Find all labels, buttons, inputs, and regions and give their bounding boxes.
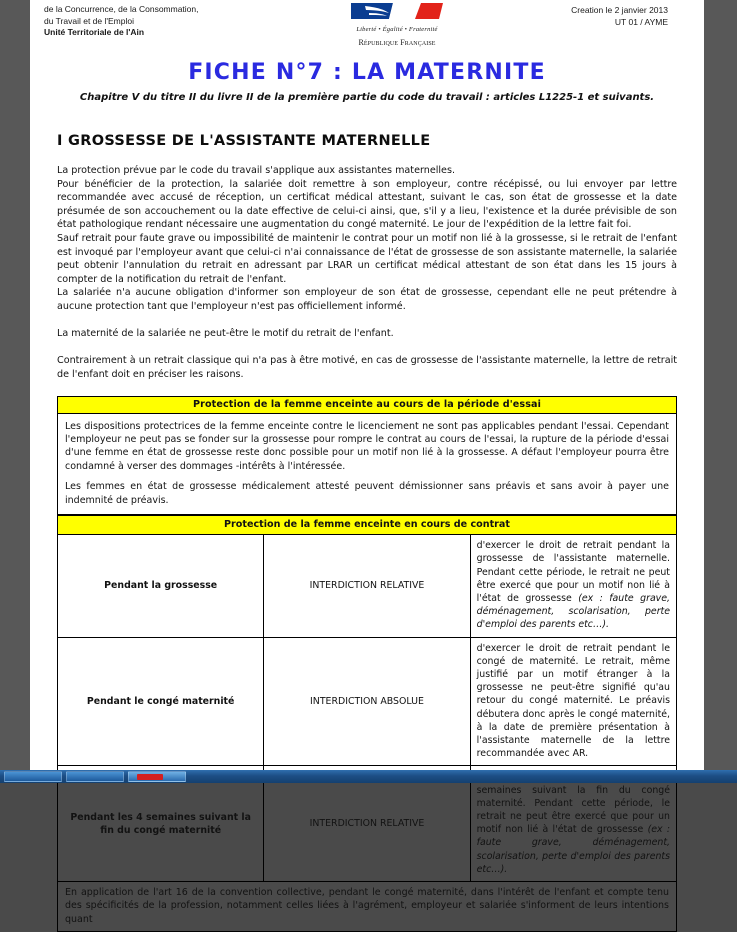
cell-description (470, 766, 676, 882)
header-reference-code: UT 01 / AYME (614, 17, 668, 27)
table-protection-cours-contrat (57, 515, 677, 932)
french-flag-icon (349, 2, 445, 24)
section-heading-grossesse: I GROSSESSE DE L'ASSISTANTE MATERNELLE (57, 133, 431, 149)
box-essai-paragraph-2 (58, 480, 676, 514)
document-title: FICHE N°7 : LA MATERNITE (188, 60, 546, 85)
paragraph-spacer (57, 341, 677, 355)
table-row (58, 766, 677, 882)
box-protection-periode-essai (57, 396, 677, 515)
box-essai-text-2: Les femmes en état de grossesse médicalement attesté peuvent démissionner sans préavis et sans avoir à payer une indemnité de préavis. (65, 481, 669, 506)
body-text-block (57, 164, 677, 382)
document-page (30, 0, 704, 925)
windows-taskbar[interactable] (0, 770, 737, 783)
cell-period: Pendant la grossesse (58, 535, 264, 637)
table-footer-row (58, 882, 677, 932)
viewer-gutter-left (0, 0, 30, 770)
table-row (58, 535, 677, 637)
body-paragraph-4: La salariée n'a aucune obligation d'informer son employeur de son état de grossesse, cependant elle ne peut prétendre à aucune protection tant que l'employeur n'est pas officiellement informé. (57, 287, 677, 312)
viewer-gutter-right (704, 0, 737, 770)
cell-description-main: d'exercer le droit de retrait pendant le congé de maternité. Le retrait, même justifié par un motif étranger à la grossesse ne peut-être signifié qu'au retour du congé maternité. Le préavis débutera donc après le congé maternité, à la date de première présentation à l'assistante maternelle de la lettre recommandée avec AR. (476, 642, 670, 760)
box-essai-text-1: Les dispositions protectrices de la femme enceinte contre le licenciement ne sont pas applicables pendant l'essai. Cependant l'employeur ne peut pas se fonder sur la grossesse pour rompre le contrat au cours de l'essai, la rupture de la période d'essai d'une femme en état de grossesse reste donc possible pour un motif non lié à la grossesse. A défaut l'employeur pourra être condamné à verser des dommages -intérêts à l'intéressée. (65, 420, 669, 472)
cell-description (470, 535, 676, 637)
table-contrat-header: Protection de la femme enceinte en cours de contrat (58, 515, 677, 534)
body-paragraph-2: Pour bénéficier de la protection, la salariée doit remettre à son employeur, contre récépissé, ou lui envoyer par lettre recommandée avec accusé de réception, un certificat médical attestant, suivant le cas, son état de grossesse et la date présumée de son accouchement ou la date effective de celui-ci ainsi, que, s'il y a lieu, l'existence et la durée prévisible de son état pathologique rendant nécessaire une augmentation du congé maternité. Le jour de l'expédition de la lettre fait foi. (57, 178, 677, 231)
cell-interdiction-type: INTERDICTION RELATIVE (264, 766, 470, 882)
header-metadata-block (500, 4, 690, 28)
taskbar-button-2[interactable] (66, 771, 124, 782)
header-organisation-block (44, 4, 294, 39)
body-paragraph-3: Sauf retrait pour faute grave ou impossibilité de maintenir le contrat pour un motif non lié à la grossesse, si le retrait de l'enfant est invoqué par l'employeur avant que celui-ci n'ai connaissance de l'état de grossesse de son assistante maternelle, la salariée peut obtenir l'annulation du retrait en adressant par LRAR un certificat médical attestant de son état dans les 15 jours à compter de la notification du retrait de l'enfant. (57, 232, 677, 285)
header-org-line-2: du Travail et de l'Emploi (44, 15, 134, 26)
cell-period: Pendant les 4 semaines suivant la fin du congé maternité (58, 766, 264, 882)
document-subtitle: Chapitre V du titre II du livre II de la première partie du code du travail : articles L1225-1 et suivants. (79, 92, 655, 103)
document-header (44, 4, 690, 52)
body-paragraph-1: La protection prévue par le code du travail s'applique aux assistantes maternelles. (57, 165, 456, 176)
paragraph-spacer (57, 314, 677, 328)
logo-republique-label: République Française (358, 37, 436, 47)
cell-description-main: semaines suivant la fin du congé maternité. Pendant cette période, le retrait ne peut être exercé que pour un motif non lié à l'état de grossesse (476, 784, 670, 836)
republique-francaise-logo (327, 2, 467, 48)
table-contrat-footer: En application de l'art 16 de la convention collective, pendant le congé maternité, dans l'intérêt de l'enfant et compte tenu des spécificités de la profession, notamment celles liées à l'agrément, employeur et salariée s'informent de leurs intentions quant (58, 882, 677, 932)
cell-interdiction-type: INTERDICTION RELATIVE (264, 535, 470, 637)
cell-description-examples: (ex : faute grave, déménagement, scolarisation, perte d'emploi des parents etc…). (476, 824, 670, 875)
cell-description (470, 637, 676, 766)
cell-description-examples: (ex : faute grave, déménagement, scolarisation, perte d'emploi des parents etc…). (476, 592, 670, 631)
body-paragraph-5: La maternité de la salariée ne peut-être le motif du retrait de l'enfant. (57, 328, 394, 340)
taskbar-button-3[interactable] (128, 771, 186, 782)
cell-interdiction-type: INTERDICTION ABSOLUE (264, 637, 470, 766)
table-header-row (58, 515, 677, 534)
box-essai-header: Protection de la femme enceinte au cours de la période d'essai (58, 397, 676, 414)
header-creation-date: Creation le 2 janvier 2013 (571, 5, 668, 15)
cell-period: Pendant le congé maternité (58, 637, 264, 766)
box-essai-paragraph-1 (58, 414, 676, 481)
header-org-line-1: de la Concurrence, de la Consommation, (44, 4, 199, 14)
body-paragraph-6: Contrairement à un retrait classique qui n'a pas à être motivé, en cas de grossesse de l'assistante maternelle, la lettre de retrait de l'enfant doit en préciser les raisons. (57, 355, 677, 380)
logo-devise: Liberté • Égalité • Fraternité (356, 26, 438, 33)
taskbar-button-1[interactable] (4, 771, 62, 782)
header-org-line-3: Unité Territoriale de l'Ain (44, 27, 145, 37)
table-row (58, 637, 677, 766)
cell-description-main: d'exercer le droit de retrait pendant la grossesse de l'assistante maternelle. Pendant cette période, le retrait ne peut être exercé que pour un motif non lié à l'état de grossesse (476, 540, 670, 604)
